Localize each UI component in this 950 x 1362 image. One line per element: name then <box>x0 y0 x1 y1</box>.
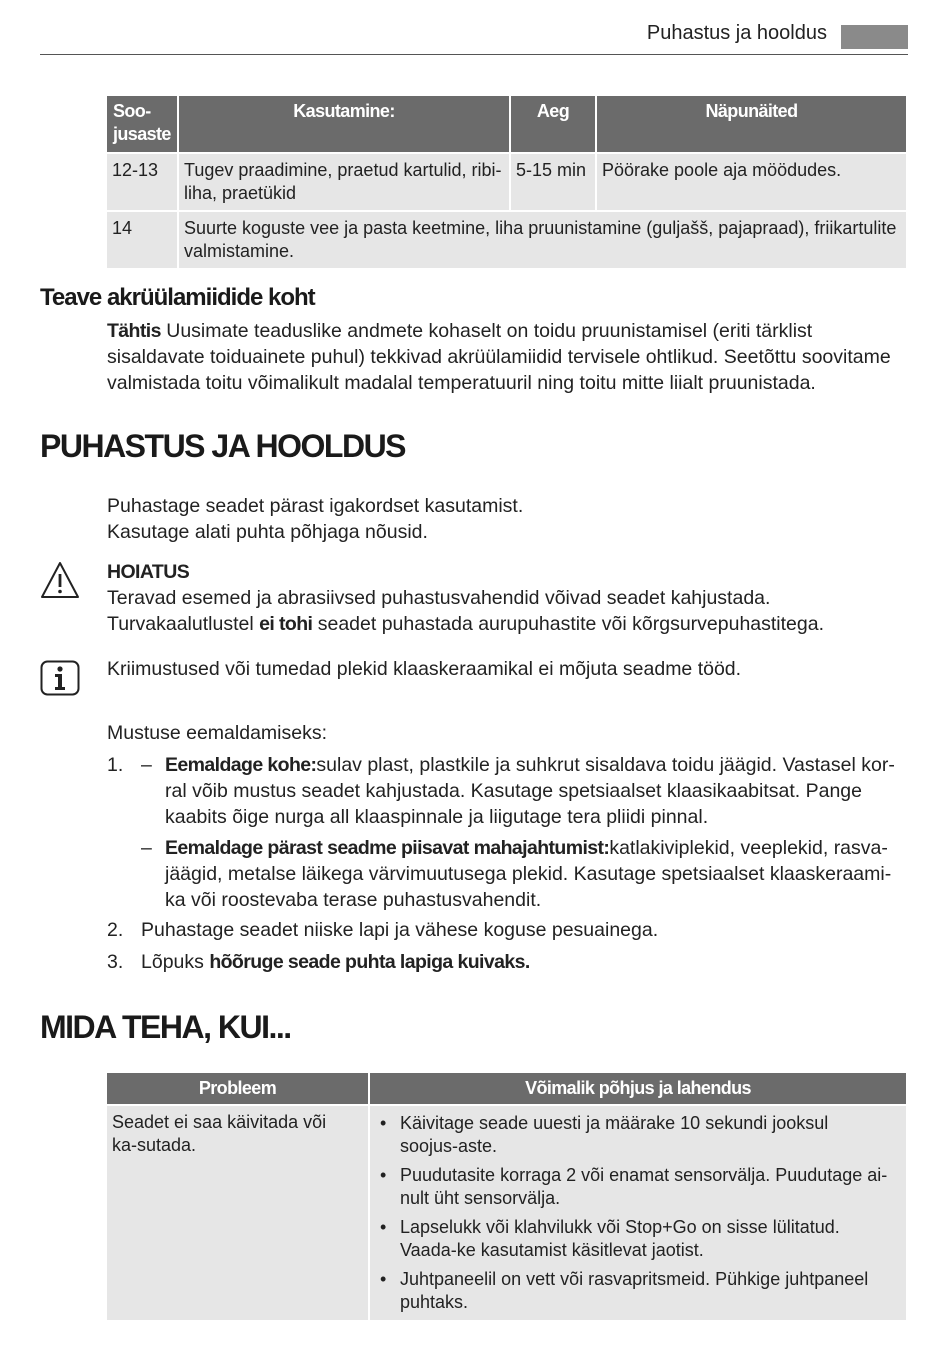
warning-post: seadet puhastada aurupuhastite või kõrgsurvepuhastitega. <box>312 613 825 635</box>
important-label: Tähtis <box>107 320 161 342</box>
acrylamide-paragraph <box>107 318 907 396</box>
step-number: 1. <box>107 754 124 776</box>
steps-intro: Mustuse eemaldamiseks: <box>107 722 328 744</box>
step-1a-text: sulav plast, plastkile ja suhkrut sisaldava toidu jäägid. Vastasel kor-ral võib mustus seadet kahjustada. Kasutage spetsiaalset klaasikaabitsat. Pange kaabits õige nurga all klaaspinnale ja liigutage tera pliidi pinnal. <box>165 754 895 828</box>
step-3 <box>141 949 901 975</box>
step-2: Puhastage seadet niiske lapi ja vähese koguse pesuainega. <box>141 919 659 941</box>
header-tab-block <box>841 25 908 49</box>
cleaning-intro-2: Kasutage alati puhta põhjaga nõusid. <box>107 521 428 543</box>
solution-text: Puudutasite korraga 2 või enamat sensorvälja. Puudutage ai-nult üht sensorvälja. <box>400 1165 888 1208</box>
acrylamide-heading: Teave akrüülamiidide koht <box>40 284 315 311</box>
info-note: Kriimustused või tumedad plekid klaaskeraamikal ei mõjuta seadme tööd. <box>107 658 742 680</box>
step-number: 2. <box>107 919 124 941</box>
solution-text: Juhtpaneelil on vett või rasvapritsmeid. Pühkige juhtpaneel puhtaks. <box>400 1269 869 1312</box>
bullet-marker: • <box>380 1217 387 1237</box>
header-rule <box>40 54 908 55</box>
step-3-emphasis: hõõruge seade puhta lapiga kuivaks. <box>209 951 530 973</box>
cell-problem: Seadet ei saa käivitada või ka-sutada. <box>107 1106 368 1320</box>
step-1a <box>165 752 905 830</box>
table-header-row <box>107 1073 906 1104</box>
cell-tip: Pöörake poole aja möödudes. <box>597 154 906 210</box>
warning-line-2 <box>107 611 907 637</box>
table-header-row <box>107 96 906 152</box>
warning-triangle-icon <box>40 560 80 600</box>
table-row <box>107 1106 906 1320</box>
cell-time: 5-15 min <box>511 154 595 210</box>
cleaning-intro-1: Puhastage seadet pärast igakordset kasutamist. <box>107 495 524 517</box>
acrylamide-text: Uusimate teaduslike andmete kohaselt on toidu pruunistamisel (eriti tärklist sisaldavate toiduainete puhul) tekkivad akrüülamiidid tervisele ohtlikud. Seetõttu soovitame valmistada toitu võimalikult madalal temperatuuril ning toitu mitte liialt pruunistada. <box>107 320 891 394</box>
table-row <box>107 212 906 268</box>
list-item <box>378 1112 888 1158</box>
info-icon <box>40 660 80 696</box>
list-item <box>378 1216 888 1262</box>
dash-marker: – <box>141 837 152 859</box>
col-header-use: Kasutamine: <box>179 96 509 152</box>
list-item <box>378 1164 888 1210</box>
heat-level-table <box>105 94 908 270</box>
step-3-pre: Lõpuks <box>141 951 210 973</box>
cell-level: 12-13 <box>107 154 177 210</box>
list-item <box>378 1268 888 1314</box>
warning-pre: Turvakaalutlustel <box>107 613 260 635</box>
solution-list <box>378 1112 888 1314</box>
step-number: 3. <box>107 951 124 973</box>
troubleshooting-heading: MIDA TEHA, KUI... <box>40 1009 291 1045</box>
running-header-title: Puhastus ja hooldus <box>646 22 827 44</box>
warning-line-1: Teravad esemed ja abrasiivsed puhastusvahendid võivad seadet kahjustada. <box>107 587 771 609</box>
cell-level: 14 <box>107 212 177 268</box>
bullet-marker: • <box>380 1269 387 1289</box>
troubleshooting-table <box>105 1071 908 1322</box>
step-1b-label: Eemaldage pärast seadme piisavat mahajahtumist: <box>165 837 610 859</box>
cell-use: Suurte koguste vee ja pasta keetmine, liha pruunistamine (guljašš, pajapraad), friikartulite valmistamine. <box>179 212 906 268</box>
solution-text: Lapselukk või klahvilukk või Stop+Go on sisse lülitatud. Vaada-ke kasutamist käsitlevat jaotist. <box>400 1217 840 1260</box>
step-1b <box>165 835 905 913</box>
cell-use: Tugev praadimine, praetud kartulid, ribi-liha, praetükid <box>179 154 509 210</box>
col-header-problem: Probleem <box>107 1073 368 1104</box>
col-header-solution: Võimalik põhjus ja lahendus <box>370 1073 906 1104</box>
col-header-tips: Näpunäited <box>597 96 906 152</box>
cleaning-section-heading: PUHASTUS JA HOOLDUS <box>40 428 406 464</box>
bullet-marker: • <box>380 1113 387 1133</box>
warning-title: HOIATUS <box>107 561 190 583</box>
solution-text: Käivitage seade uuesti ja määrake 10 sekundi jooksul soojus-aste. <box>400 1113 829 1156</box>
table-row <box>107 154 906 210</box>
cell-solutions <box>370 1106 906 1320</box>
col-header-time: Aeg <box>511 96 595 152</box>
col-header-level: Soo- jusaste <box>107 96 177 152</box>
warning-emphasis: ei tohi <box>259 613 313 635</box>
step-1b-text: katlakiviplekid, veeplekid, rasva-jäägid, metalse läikega värvimuutusega plekid. Kasutage spetsiaalset klaaskeraami-ka või roostevaba terase puhastusvahendit. <box>165 837 892 911</box>
bullet-marker: • <box>380 1165 387 1185</box>
step-1a-label: Eemaldage kohe: <box>165 754 317 776</box>
dash-marker: – <box>141 754 152 776</box>
